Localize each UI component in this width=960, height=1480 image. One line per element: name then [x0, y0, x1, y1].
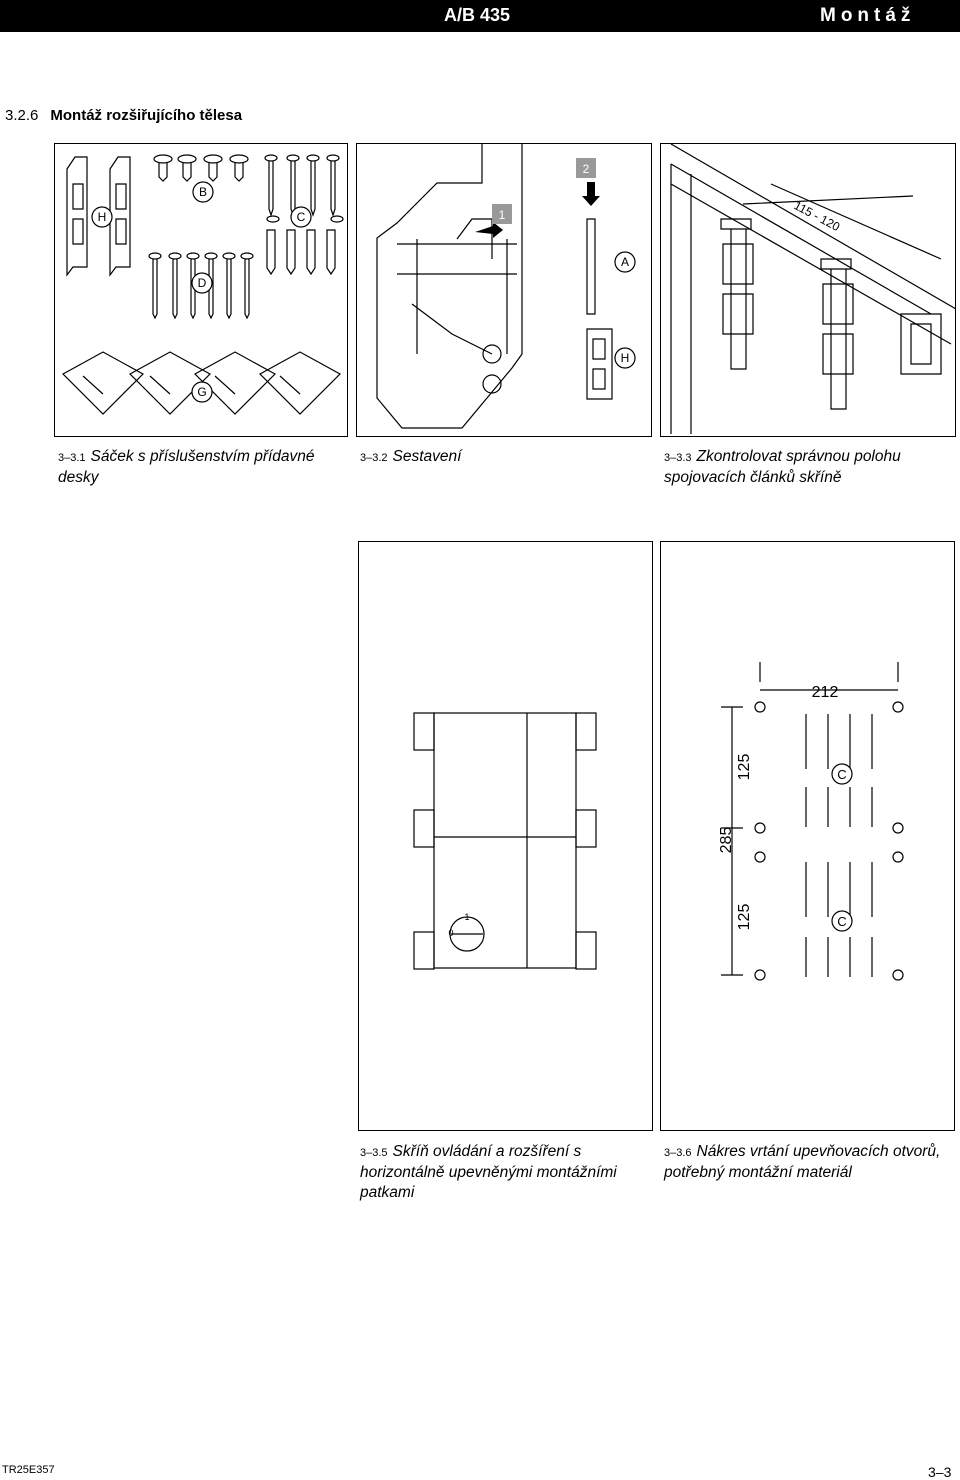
caption-fig-5: 3–3.5 Skříň ovládání a rozšíření s horizontálně upevněnými montážními patkami	[360, 1143, 617, 1201]
label-b: B	[198, 185, 208, 199]
dimension-width: 212	[811, 684, 839, 701]
dimension-total: 285	[718, 826, 735, 854]
section-title	[5, 107, 242, 124]
section-number: 3.2.6	[5, 107, 39, 124]
accessory-bag-drawing	[55, 144, 347, 436]
label-c-lower: C	[837, 914, 847, 929]
switch-position-1: 1	[464, 912, 470, 922]
label-d: D	[197, 276, 207, 290]
drilling-plan-drawing	[661, 542, 954, 1130]
caption-fig-1: 3–3.1 Sáček s příslušenstvím přídavné desky	[58, 448, 315, 486]
caption-fig-6: 3–3.6 Nákres vrtání upevňovacích otvorů, potřebný montážní materiál	[664, 1143, 941, 1181]
check-position-drawing	[661, 144, 955, 436]
switch-position-0: 0	[448, 928, 454, 938]
dimension-115-120: 115 - 120	[791, 198, 843, 235]
figure-accessory-bag	[54, 143, 348, 437]
label-h: H	[97, 210, 107, 224]
page-header	[0, 0, 960, 32]
label-c: C	[296, 210, 306, 224]
figure-assembly	[356, 143, 652, 437]
figure-enclosure	[358, 541, 653, 1131]
chapter-name: Montáž	[820, 5, 916, 26]
dimension-lower: 125	[736, 903, 753, 931]
assembly-drawing	[357, 144, 651, 436]
step-2-label: 2	[582, 162, 590, 176]
document-id: TR25E357	[2, 1464, 55, 1476]
label-h: H	[620, 351, 630, 365]
caption-fig-2: 3–3.2 Sestavení	[360, 448, 462, 465]
model-name: A/B 435	[444, 5, 511, 25]
dimension-upper: 125	[736, 753, 753, 781]
label-c-upper: C	[837, 767, 847, 782]
figure-drilling-plan	[660, 541, 955, 1131]
enclosure-drawing	[359, 542, 652, 1130]
label-a: A	[620, 255, 630, 269]
page-number: 3–3	[928, 1464, 952, 1480]
label-g: G	[197, 385, 207, 399]
caption-fig-3: 3–3.3 Zkontrolovat správnou polohu spojovacích článků skříně	[664, 448, 901, 486]
figure-check-position	[660, 143, 956, 437]
section-title-text: Montáž rozšiřujícího tělesa	[50, 107, 243, 124]
step-1-label: 1	[498, 208, 506, 222]
